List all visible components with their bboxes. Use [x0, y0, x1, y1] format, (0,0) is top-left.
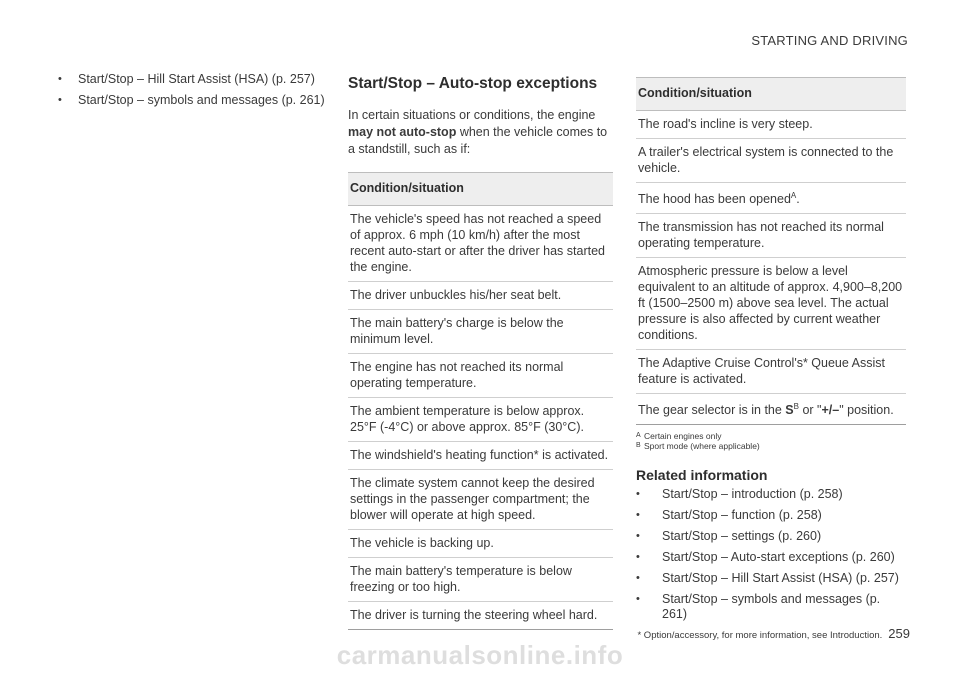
table-row	[348, 530, 613, 558]
bullet-icon: •	[636, 572, 640, 585]
table-cell: A trailer's electrical system is connected to the vehicle.	[636, 139, 906, 183]
footnote	[636, 441, 906, 451]
gear-plus-minus-label: +/–	[821, 403, 840, 418]
table-row	[348, 558, 613, 602]
table-row	[348, 470, 613, 530]
table-cell: The vehicle is backing up.	[348, 530, 613, 558]
watermark-logo: carmanualsonline.info	[336, 640, 624, 670]
table-row	[348, 398, 613, 442]
related-link-auto-start[interactable]: Start/Stop – Auto-start exceptions (p. 260)	[662, 550, 895, 565]
table-cell: The windshield's heating function* is activated.	[348, 442, 613, 470]
list-item	[58, 93, 328, 108]
option-note: * Option/accessory, for more information, see Introduction.	[637, 630, 883, 641]
table-cell: Atmospheric pressure is below a level equivalent to an altitude of approx. 4,900–8,200 ft (1500–2500 m) above sea level. The actual pressure is also affected by current weather conditions.	[636, 258, 906, 350]
table-row	[636, 394, 906, 425]
list-item	[636, 550, 906, 565]
table-row	[348, 206, 613, 282]
table-cell: The ambient temperature is below approx. 25°F (-4°C) or above approx. 85°F (30°C).	[348, 398, 613, 442]
table-row	[348, 310, 613, 354]
table-cell	[636, 394, 906, 425]
list-item	[636, 529, 906, 544]
related-link-hsa[interactable]: Start/Stop – Hill Start Assist (HSA) (p. 257)	[662, 571, 899, 586]
table-cell: The driver unbuckles his/her seat belt.	[348, 282, 613, 310]
condition-table-right	[636, 77, 906, 425]
table-cell: The driver is turning the steering wheel hard.	[348, 602, 613, 630]
cell-text: or "	[798, 403, 822, 418]
bullet-icon: •	[636, 509, 640, 522]
related-info-list	[636, 487, 906, 622]
footnote-text: Certain engines only	[644, 431, 722, 442]
footnote-ref: B	[793, 402, 799, 412]
table-row	[636, 258, 906, 350]
table-row	[348, 354, 613, 398]
related-info-title: Related information	[636, 467, 768, 484]
footnote-mark: B	[636, 442, 641, 450]
table-header: Condition/situation	[348, 173, 613, 206]
table-cell: The road's incline is very steep.	[636, 111, 906, 139]
list-item	[636, 487, 906, 502]
table-cell: The climate system cannot keep the desired settings in the passenger compartment; the blower will operate at high speed.	[348, 470, 613, 530]
bullet-icon: •	[636, 593, 640, 606]
table-cell: The transmission has not reached its normal operating temperature.	[636, 214, 906, 258]
table-row	[636, 111, 906, 139]
table-row	[636, 350, 906, 394]
middle-column	[348, 72, 613, 630]
condition-table-left	[348, 172, 613, 630]
table-header: Condition/situation	[636, 78, 906, 111]
cell-text-end: " position.	[839, 403, 894, 418]
table-cell: The main battery's charge is below the minimum level.	[348, 310, 613, 354]
table-row	[636, 214, 906, 258]
list-item	[58, 72, 328, 87]
footer-note	[637, 626, 910, 641]
cell-text-end: .	[796, 192, 800, 207]
intro-paragraph	[348, 107, 613, 158]
related-link-symbols[interactable]: Start/Stop – symbols and messages (p. 261)	[662, 592, 881, 622]
left-link-symbols[interactable]: Start/Stop – symbols and messages (p. 261)	[78, 93, 325, 107]
table-row	[348, 282, 613, 310]
table-row	[348, 442, 613, 470]
bullet-icon: •	[58, 73, 62, 85]
table-row	[348, 602, 613, 630]
intro-text: In certain situations or conditions, the engine	[348, 108, 596, 122]
list-item	[636, 592, 906, 622]
cell-text: The gear selector is in the	[638, 403, 786, 418]
related-link-function[interactable]: Start/Stop – function (p. 258)	[662, 508, 822, 523]
intro-text-end: when the vehicle comes to a standstill, such as if:	[348, 125, 608, 156]
left-bullet-list	[58, 72, 328, 108]
table-cell: The main battery's temperature is below freezing or too high.	[348, 558, 613, 602]
right-column	[636, 77, 906, 628]
table-cell: The engine has not reached its normal operating temperature.	[348, 354, 613, 398]
footnote-text: Sport mode (where applicable)	[644, 441, 760, 452]
table-row	[636, 183, 906, 214]
table-cell: The Adaptive Cruise Control's* Queue Assist feature is activated.	[636, 350, 906, 394]
footnote	[636, 431, 906, 441]
left-link-hsa[interactable]: Start/Stop – Hill Start Assist (HSA) (p. 257)	[78, 72, 315, 86]
gear-s-label: S	[785, 403, 794, 418]
bullet-icon: •	[58, 94, 62, 106]
bullet-icon: •	[636, 530, 640, 543]
list-item	[636, 571, 906, 586]
bullet-icon: •	[636, 551, 640, 564]
table-cell	[636, 183, 906, 214]
related-link-introduction[interactable]: Start/Stop – introduction (p. 258)	[662, 487, 843, 502]
table-cell: The vehicle's speed has not reached a speed of approx. 6 mph (10 km/h) after the most recent auto-start or after the driver has started the engine.	[348, 206, 613, 282]
intro-bold-text: may not auto-stop	[348, 125, 457, 139]
footnote-mark: A	[636, 432, 641, 440]
bullet-icon: •	[636, 488, 640, 501]
footnotes	[636, 431, 906, 451]
list-item	[636, 508, 906, 523]
cell-text: The hood has been opened	[638, 192, 791, 207]
footnote-ref: A	[790, 191, 797, 200]
table-row	[636, 139, 906, 183]
section-title: Start/Stop – Auto-stop exceptions	[348, 75, 598, 92]
page-number: 259	[888, 626, 910, 641]
related-link-settings[interactable]: Start/Stop – settings (p. 260)	[662, 529, 822, 544]
section-header: STARTING AND DRIVING	[751, 33, 908, 48]
left-column	[58, 72, 328, 114]
